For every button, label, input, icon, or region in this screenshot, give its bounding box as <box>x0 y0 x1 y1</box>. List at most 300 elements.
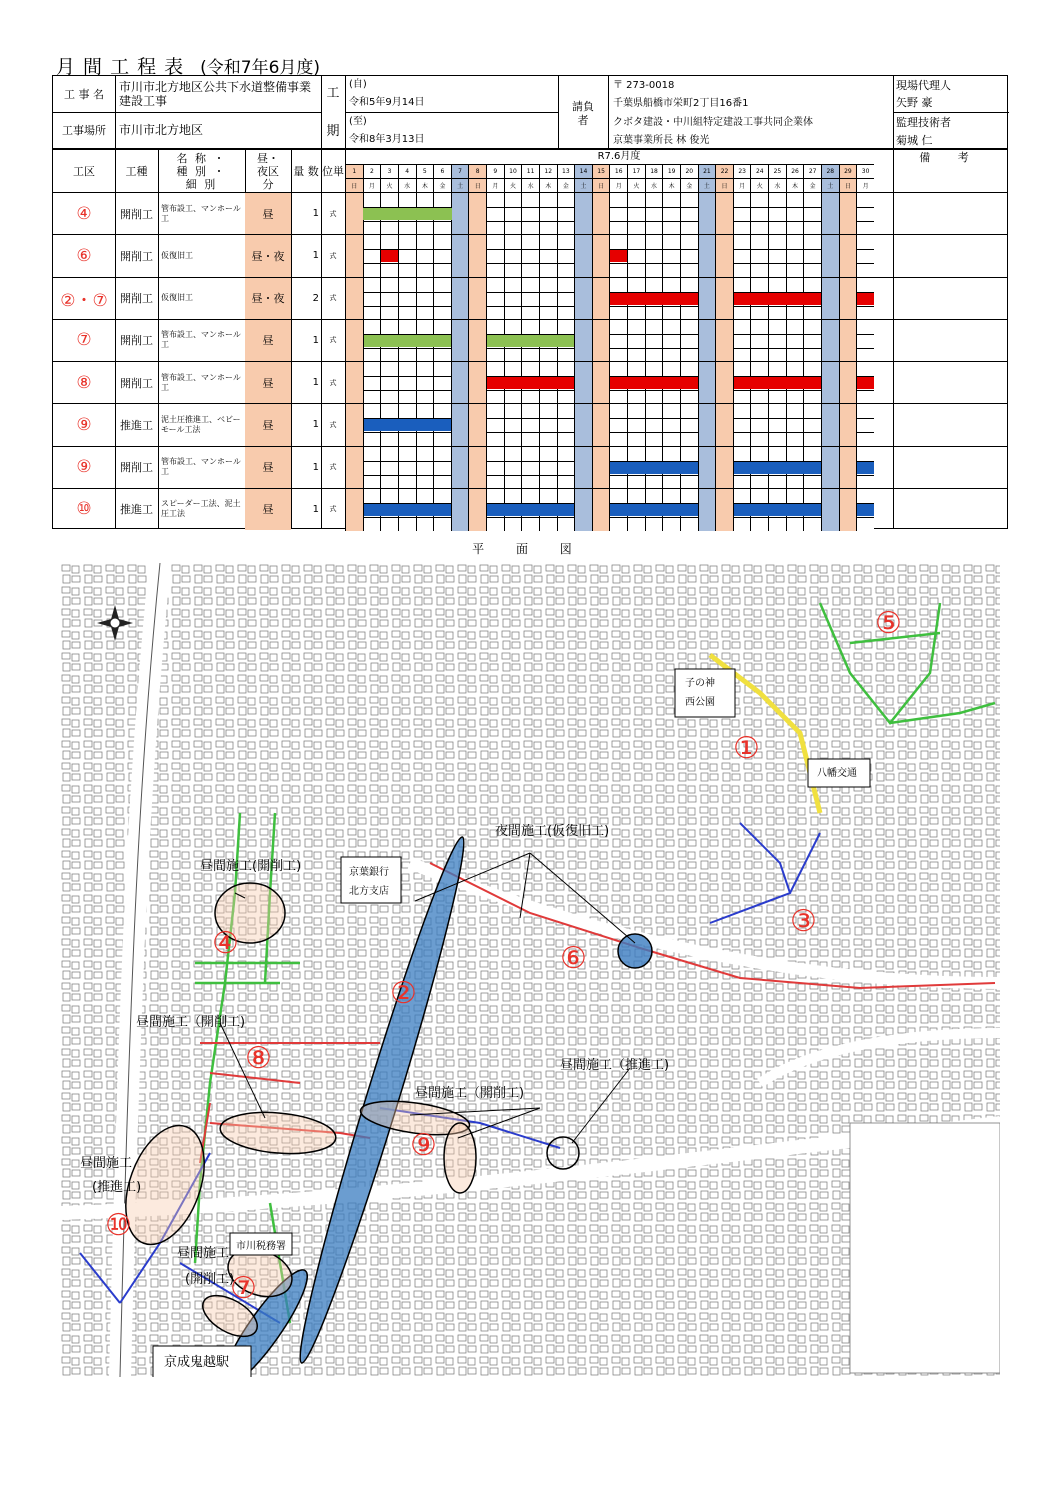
day-cell <box>433 517 451 531</box>
col-unit-header: 位単 <box>322 164 344 178</box>
zone-4-label: ④ <box>212 926 239 961</box>
day-cell <box>856 235 874 249</box>
day-cell <box>645 517 663 531</box>
day-cut-label-3: 昼間施工（開削工) <box>415 1086 525 1101</box>
day-weekday: 火 <box>380 178 398 192</box>
day-cell <box>733 306 751 320</box>
weekend-overlay <box>346 447 363 489</box>
day-cell <box>486 418 504 432</box>
day-weekday: 日 <box>592 178 610 192</box>
day-cell <box>486 489 504 503</box>
day-cell <box>539 404 557 418</box>
day-cell <box>363 306 381 320</box>
day-number: 13 <box>557 164 575 178</box>
day-cell <box>786 489 804 503</box>
day-cell <box>433 404 451 418</box>
row-daynight: 昼・夜 <box>245 235 291 276</box>
day-cell <box>539 263 557 277</box>
day-cell <box>504 207 522 221</box>
day-cell <box>504 278 522 292</box>
day-cell <box>645 390 663 404</box>
weekend-overlay <box>822 362 839 404</box>
weekend-overlay <box>346 320 363 362</box>
day-cell <box>504 263 522 277</box>
day-cell <box>486 306 504 320</box>
day-cell <box>521 249 539 263</box>
day-cell <box>856 207 874 221</box>
day-cell <box>416 263 434 277</box>
day-cell <box>539 362 557 376</box>
day-cell <box>803 235 821 249</box>
day-cell <box>504 489 522 503</box>
day-cell <box>627 517 645 531</box>
weekend-overlay <box>699 489 716 531</box>
day-weekday: 金 <box>803 178 821 192</box>
day-cell <box>662 348 680 362</box>
schedule-bar <box>857 377 874 389</box>
day-weekday: 土 <box>451 178 469 192</box>
row-name: 泥土圧推進工、ベビーモール工法 <box>161 414 241 434</box>
contractor-address: 千葉県船橋市栄町2丁目16番1 <box>613 98 749 109</box>
day-number: 6 <box>433 164 451 178</box>
day-cell <box>768 263 786 277</box>
day-cell <box>750 390 768 404</box>
day-cell <box>504 390 522 404</box>
row-unit: 式 <box>329 505 337 514</box>
day-cell <box>557 461 575 475</box>
weekend-overlay <box>575 193 592 235</box>
day-weekday: 木 <box>786 178 804 192</box>
row-name: 仮復旧工 <box>161 293 193 303</box>
weekend-overlay <box>593 235 610 277</box>
day-cell <box>398 278 416 292</box>
day-number: 16 <box>609 164 627 178</box>
day-cell <box>609 278 627 292</box>
day-cell <box>609 263 627 277</box>
row-kind: 開削工 <box>120 292 153 306</box>
hachiman-label: 八幡交通 <box>817 768 857 779</box>
day-cell <box>627 193 645 207</box>
day-cell <box>433 306 451 320</box>
day-cell <box>521 489 539 503</box>
weekend-overlay <box>469 320 486 362</box>
weekend-overlay <box>346 278 363 320</box>
day-cell <box>398 489 416 503</box>
weekend-overlay <box>346 235 363 277</box>
day-number: 17 <box>627 164 645 178</box>
day-cell <box>557 235 575 249</box>
weekend-overlay <box>575 278 592 320</box>
day-cell <box>380 390 398 404</box>
day-cell <box>557 207 575 221</box>
supervisor-label: 監理技術者 <box>896 116 951 129</box>
day-cell <box>662 221 680 235</box>
day-cell <box>645 362 663 376</box>
weekend-overlay <box>452 447 469 489</box>
day-cell <box>733 432 751 446</box>
day-cell <box>803 475 821 489</box>
month-label: R7.6月度 <box>597 150 641 162</box>
day-cell <box>486 235 504 249</box>
bank-label-1: 京葉銀行 <box>349 867 389 878</box>
row-qty: 1 <box>312 208 319 220</box>
weekend-overlay <box>822 447 839 489</box>
day-cell <box>380 193 398 207</box>
day-cell <box>609 418 627 432</box>
day-cell <box>609 362 627 376</box>
day-cell <box>486 517 504 531</box>
day-cell <box>433 263 451 277</box>
weekend-overlay <box>822 193 839 235</box>
schedule-row <box>53 361 1007 403</box>
row-kind: 開削工 <box>120 376 153 390</box>
day-cell <box>768 489 786 503</box>
day-cell <box>768 348 786 362</box>
day-cell <box>416 292 434 306</box>
day-cell <box>680 475 698 489</box>
day-cell <box>539 306 557 320</box>
day-cell <box>680 517 698 531</box>
day-cell <box>786 334 804 348</box>
day-cell <box>750 278 768 292</box>
schedule-bar <box>857 504 874 516</box>
day-cell <box>645 348 663 362</box>
day-cell <box>750 235 768 249</box>
row-kind: 開削工 <box>120 249 153 263</box>
day-cell <box>803 193 821 207</box>
day-cell <box>645 447 663 461</box>
day-cell <box>680 306 698 320</box>
day-cell <box>433 235 451 249</box>
row-qty: 1 <box>312 503 319 515</box>
row-name: 管布設工、マンホール工 <box>161 203 241 223</box>
day-cell <box>486 207 504 221</box>
station-label: 京成鬼越駅 <box>164 1355 230 1370</box>
day-cell <box>609 334 627 348</box>
day-weekday: 水 <box>645 178 663 192</box>
day-cell <box>627 489 645 503</box>
day-cell <box>416 306 434 320</box>
row-daynight: 昼 <box>245 489 291 530</box>
row-unit: 式 <box>329 336 337 345</box>
day-cell <box>398 249 416 263</box>
day-cell <box>380 263 398 277</box>
period-label-1: 工 <box>326 85 340 101</box>
col-qty-header: 量 数 <box>293 164 319 178</box>
weekend-overlay <box>822 235 839 277</box>
weekend-overlay <box>469 404 486 446</box>
schedule-row <box>53 234 1007 276</box>
weekend-overlay <box>840 404 857 446</box>
zone-1-label: ① <box>733 731 760 766</box>
day-cell <box>416 348 434 362</box>
night-work-label: 夜間施工(仮復旧工) <box>495 824 610 839</box>
day-cell <box>662 517 680 531</box>
schedule-bar <box>734 293 821 305</box>
day-cell <box>733 390 751 404</box>
zone-7-label: ⑦ <box>230 1271 257 1306</box>
weekend-overlay <box>716 193 733 235</box>
day-cell <box>750 475 768 489</box>
day-cell <box>521 348 539 362</box>
day-cell <box>733 278 751 292</box>
day-number: 5 <box>416 164 434 178</box>
day-cell <box>609 235 627 249</box>
day-cell <box>609 348 627 362</box>
day-cell <box>627 207 645 221</box>
day-cell <box>521 362 539 376</box>
schedule-bar <box>610 462 697 474</box>
day-cell <box>856 193 874 207</box>
row-kuiki: ⑨ <box>76 414 92 435</box>
day-cell <box>680 348 698 362</box>
day-cell <box>609 390 627 404</box>
day-cell <box>856 404 874 418</box>
day-cell <box>521 475 539 489</box>
row-kuiki: ⑥ <box>76 245 92 266</box>
day-cell <box>609 447 627 461</box>
day-cell <box>398 292 416 306</box>
schedule-bar <box>734 462 821 474</box>
day-cell <box>768 193 786 207</box>
day-cell <box>398 193 416 207</box>
day-cell <box>504 418 522 432</box>
day-cell <box>521 306 539 320</box>
row-unit: 式 <box>329 294 337 303</box>
day-number: 15 <box>592 164 610 178</box>
zone-9-label: ⑨ <box>410 1128 437 1163</box>
day-cell <box>416 376 434 390</box>
day-cell <box>521 418 539 432</box>
park-label-2: 西公園 <box>685 697 715 708</box>
day-cell <box>486 390 504 404</box>
day-cell <box>539 432 557 446</box>
day-weekday: 金 <box>433 178 451 192</box>
day-cell <box>786 235 804 249</box>
day-cell <box>539 207 557 221</box>
day-cell <box>609 489 627 503</box>
day-cell <box>380 221 398 235</box>
day-cell <box>521 461 539 475</box>
day-cell <box>363 348 381 362</box>
day-cell <box>363 249 381 263</box>
day-cell <box>645 475 663 489</box>
day-cell <box>645 489 663 503</box>
day-cell <box>680 418 698 432</box>
day-cell <box>398 432 416 446</box>
day-number: 25 <box>768 164 786 178</box>
weekend-overlay <box>452 320 469 362</box>
day-cell <box>645 320 663 334</box>
day-weekday: 火 <box>750 178 768 192</box>
day-number: 21 <box>698 164 716 178</box>
day-cell <box>662 418 680 432</box>
day-weekday: 木 <box>416 178 434 192</box>
row-unit: 式 <box>329 463 337 472</box>
day-cell <box>504 221 522 235</box>
day-cell <box>645 334 663 348</box>
day-cell <box>557 475 575 489</box>
day-cell <box>645 221 663 235</box>
day-cell <box>433 292 451 306</box>
day-cell <box>733 334 751 348</box>
park-label-1: 子の神 <box>685 678 715 689</box>
day-cell <box>680 362 698 376</box>
plan-map <box>60 563 1000 1377</box>
day-cell <box>380 475 398 489</box>
row-kind: 開削工 <box>120 334 153 348</box>
weekend-overlay <box>469 447 486 489</box>
day-cell <box>680 263 698 277</box>
day-cell <box>557 432 575 446</box>
day-cell <box>433 348 451 362</box>
day-cell <box>539 447 557 461</box>
day-cell <box>680 432 698 446</box>
day-cell <box>750 447 768 461</box>
day-cell <box>521 404 539 418</box>
weekend-overlay <box>346 362 363 404</box>
day-weekday: 月 <box>609 178 627 192</box>
day-cell <box>645 207 663 221</box>
day-cell <box>486 292 504 306</box>
day-cell <box>733 418 751 432</box>
contractor-company: クボタ建設・中川組特定建設工事共同企業体 <box>613 117 813 128</box>
day-cell <box>609 432 627 446</box>
day-cell <box>627 362 645 376</box>
day-cell <box>486 404 504 418</box>
weekend-overlay <box>840 193 857 235</box>
day-cell <box>398 376 416 390</box>
day-number: 20 <box>680 164 698 178</box>
day-cell <box>609 221 627 235</box>
day-cell <box>557 193 575 207</box>
day-cell <box>856 517 874 531</box>
day-number: 4 <box>398 164 416 178</box>
day-cell <box>521 432 539 446</box>
weekend-overlay <box>716 362 733 404</box>
bank-label-2: 北方支店 <box>349 886 389 897</box>
day-number: 29 <box>839 164 857 178</box>
row-kind: 推進工 <box>120 503 153 517</box>
row-daynight: 昼 <box>245 404 291 445</box>
day-cell <box>627 447 645 461</box>
day-cell <box>750 306 768 320</box>
day-cell <box>504 404 522 418</box>
day-cell <box>733 517 751 531</box>
day-cell <box>856 278 874 292</box>
day-cell <box>521 517 539 531</box>
weekend-overlay <box>575 489 592 531</box>
day-cell <box>662 447 680 461</box>
day-cut-label-2: 昼間施工（開削工) <box>136 1015 246 1030</box>
day-cell <box>733 404 751 418</box>
row-kuiki: ⑨ <box>76 457 92 478</box>
weekend-overlay <box>840 320 857 362</box>
day-cell <box>609 320 627 334</box>
weekend-overlay <box>452 404 469 446</box>
row-daynight: 昼 <box>245 320 291 361</box>
day-cell <box>768 404 786 418</box>
day-cell <box>557 221 575 235</box>
site-name: 市川市北方地区 <box>119 123 204 137</box>
day-cell <box>398 475 416 489</box>
zone-3-label: ③ <box>790 904 817 939</box>
day-cell <box>750 517 768 531</box>
weekend-overlay <box>575 235 592 277</box>
schedule-bar <box>381 250 398 262</box>
day-weekday: 日 <box>715 178 733 192</box>
day-cell <box>416 517 434 531</box>
day-cell <box>539 390 557 404</box>
schedule-bar <box>364 504 451 516</box>
day-cell <box>786 362 804 376</box>
schedule-bar <box>487 335 574 347</box>
weekend-overlay <box>699 404 716 446</box>
schedule-row <box>53 488 1007 530</box>
day-cell <box>803 320 821 334</box>
day-cell <box>786 263 804 277</box>
day-cell <box>786 517 804 531</box>
weekend-overlay <box>346 193 363 235</box>
weekend-overlay <box>346 404 363 446</box>
day-cell <box>662 193 680 207</box>
weekend-overlay <box>699 447 716 489</box>
zone-6-label: ⑥ <box>560 941 587 976</box>
day-cell <box>803 221 821 235</box>
weekend-overlay <box>716 404 733 446</box>
site-label: 工事場所 <box>62 124 106 137</box>
weekend-overlay <box>699 320 716 362</box>
day-cell <box>786 475 804 489</box>
day-cell <box>539 475 557 489</box>
day-cell <box>733 207 751 221</box>
row-unit: 式 <box>329 378 337 387</box>
schedule-bar <box>610 504 697 516</box>
day-cell <box>433 432 451 446</box>
day-cell <box>521 221 539 235</box>
day-cell <box>768 221 786 235</box>
day-cell <box>416 362 434 376</box>
day-cell <box>733 221 751 235</box>
day-cell <box>750 348 768 362</box>
schedule-bar <box>487 504 574 516</box>
row-name: 管布設工、マンホール工 <box>161 330 241 350</box>
schedule-row <box>53 446 1007 488</box>
weekend-overlay <box>452 235 469 277</box>
zone-10-label: ⑩ <box>105 1208 132 1243</box>
weekend-overlay <box>593 489 610 531</box>
day-cell <box>398 348 416 362</box>
day-cell <box>750 193 768 207</box>
day-cell <box>627 249 645 263</box>
day-cell <box>768 447 786 461</box>
weekend-overlay <box>469 489 486 531</box>
day-cell <box>803 517 821 531</box>
row-daynight: 昼 <box>245 447 291 488</box>
day-cell <box>680 249 698 263</box>
schedule-bar <box>734 377 821 389</box>
day-cell <box>486 348 504 362</box>
day-cell <box>803 263 821 277</box>
day-cell <box>557 292 575 306</box>
day-cell <box>733 320 751 334</box>
day-cell <box>557 278 575 292</box>
day-cell <box>557 418 575 432</box>
day-cell <box>803 390 821 404</box>
row-kuiki: ④ <box>76 203 92 224</box>
day-cell <box>627 390 645 404</box>
day-cell <box>539 320 557 334</box>
